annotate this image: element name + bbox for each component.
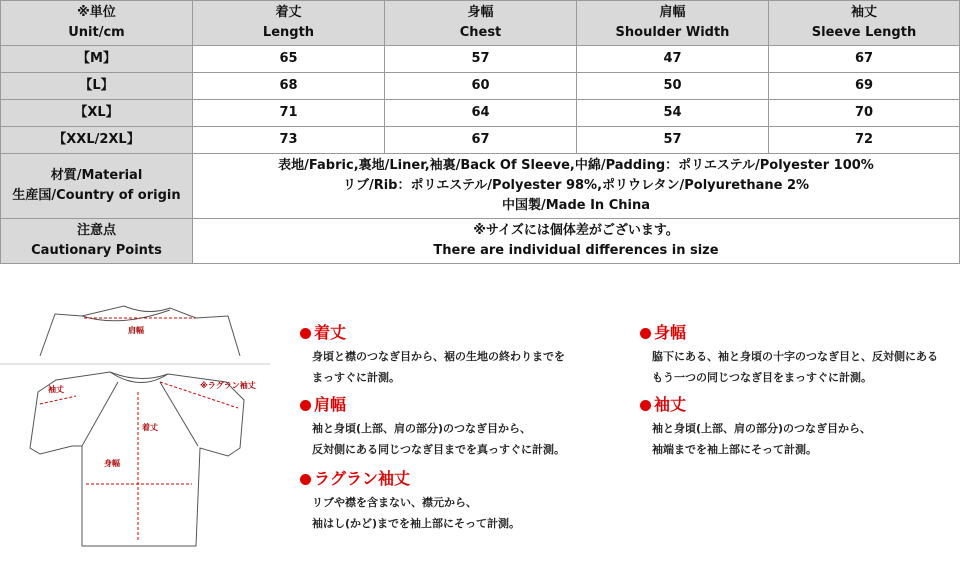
diagram-chest-label: 身幅 — [104, 459, 120, 468]
unit-label-ja: ※単位 — [77, 5, 116, 20]
length-header-cell — [193, 1, 385, 46]
shoulder-header-cell — [577, 1, 769, 46]
legend-chest-line-1: 脇下にある、袖と身頃の十字のつなぎ目と、反対側にある — [652, 350, 938, 363]
legend-length-line-1: 身頃と襟のつなぎ目から、裾の生地の終わりまでを — [312, 350, 565, 363]
body-view — [30, 372, 244, 546]
legend-shoulder — [300, 395, 565, 460]
shoulder-cell: 47 — [577, 46, 769, 73]
legend-shoulder-title: 肩幅 — [314, 395, 347, 414]
length-header-en: Length — [262, 25, 315, 40]
legend-sleeve-title: 袖丈 — [654, 395, 687, 414]
measurement-lines — [40, 318, 238, 542]
legend-sleeve-line-2: 袖端までを袖上部にそって計測。 — [652, 443, 817, 456]
sleeve-header-en: Sleeve Length — [811, 25, 917, 40]
bullet-icon — [640, 328, 651, 339]
size-cell: 【M】 — [1, 46, 193, 73]
chest-header-en: Chest — [459, 25, 502, 40]
sleeve-cell: 70 — [769, 100, 960, 127]
unit-header-cell — [1, 1, 193, 46]
length-header-ja: 着丈 — [275, 5, 302, 20]
table-row — [1, 100, 960, 127]
shoulder-cell: 54 — [577, 100, 769, 127]
sleeve-header-ja: 袖丈 — [850, 5, 877, 20]
caution-text-en: There are individual differences in size — [433, 243, 719, 258]
sleeve-cell: 69 — [769, 73, 960, 100]
sleeve-cell: 67 — [769, 46, 960, 73]
length-cell: 68 — [193, 73, 385, 100]
size-table — [0, 0, 960, 264]
legend-chest — [640, 323, 938, 388]
legend-length — [300, 323, 565, 388]
legend-raglan-line-2: 袖はし(かど)までを袖上部にそって計測。 — [312, 517, 521, 530]
legend-sleeve-line-1: 袖と身頃(上部、肩の部分)のつなぎ目から、 — [652, 422, 872, 435]
diagram-length-label: 着丈 — [142, 423, 158, 432]
caution-label-en: Cautionary Points — [31, 243, 162, 258]
legend-raglan-title: ラグラン袖丈 — [314, 469, 411, 488]
sleeve-cell: 72 — [769, 127, 960, 154]
bullet-icon — [640, 400, 651, 411]
bullet-icon — [300, 400, 311, 411]
origin-value: 中国製/Made In China — [501, 198, 650, 213]
material-line-fabric: 表地/Fabric,裏地/Liner,袖裏/Back Of Sleeve,中綿/Padding：ポリエステル/Polyester 100% — [278, 158, 874, 173]
chest-header-cell — [385, 1, 577, 46]
caution-row — [1, 219, 960, 264]
chest-cell: 64 — [385, 100, 577, 127]
shoulder-header-en: Shoulder Width — [615, 25, 730, 40]
material-label: 材質/Material — [50, 168, 143, 183]
bullet-icon — [300, 474, 311, 485]
table-header-row — [1, 1, 960, 46]
diagram-shoulder-label: 肩幅 — [128, 326, 144, 335]
size-cell: 【XL】 — [1, 100, 193, 127]
origin-label: 生産国/Country of origin — [12, 188, 181, 203]
caution-label-ja: 注意点 — [76, 223, 116, 238]
sleeve-header-cell — [769, 1, 960, 46]
legend-length-line-2: まっすぐに計測。 — [312, 371, 400, 384]
legend-chest-title: 身幅 — [654, 323, 687, 342]
chest-cell: 60 — [385, 73, 577, 100]
size-cell: 【XXL/2XL】 — [1, 127, 193, 154]
legend-sleeve — [640, 395, 871, 460]
material-row — [1, 154, 960, 219]
shoulder-cell: 50 — [577, 73, 769, 100]
caution-text-ja: ※サイズには個体差がございます。 — [473, 223, 679, 238]
garment-diagram — [0, 296, 270, 556]
legend-shoulder-line-2: 反対側にある同じつなぎ目までを真っすぐに計測。 — [312, 443, 565, 456]
table-row — [1, 73, 960, 100]
shoulder-cell: 57 — [577, 127, 769, 154]
chest-cell: 67 — [385, 127, 577, 154]
caution-label-cell — [1, 219, 193, 264]
legend-chest-line-2: もう一つの同じつなぎ目をまっすぐに計測。 — [652, 371, 872, 384]
bullet-icon — [300, 328, 311, 339]
legend-raglan-line-1: リブや襟を含まない、襟元から、 — [312, 496, 477, 509]
chest-cell: 57 — [385, 46, 577, 73]
length-cell: 65 — [193, 46, 385, 73]
table-row — [1, 127, 960, 154]
length-cell: 73 — [193, 127, 385, 154]
caution-value-cell — [193, 219, 960, 264]
length-cell: 71 — [193, 100, 385, 127]
material-value-cell — [193, 154, 960, 219]
legend-raglan — [300, 469, 520, 534]
diagram-raglan-label: ※ラグラン袖丈 — [200, 381, 256, 390]
table-row — [1, 46, 960, 73]
material-label-cell — [1, 154, 193, 219]
size-cell: 【L】 — [1, 73, 193, 100]
shoulder-header-ja: 肩幅 — [659, 5, 686, 20]
legend-shoulder-line-1: 袖と身頃(上部、肩の部分)のつなぎ目から、 — [312, 422, 532, 435]
legend-length-title: 着丈 — [314, 323, 347, 342]
chest-header-ja: 身幅 — [467, 5, 494, 20]
unit-label-en: Unit/cm — [68, 25, 125, 40]
diagram-sleeve-label: 袖丈 — [48, 385, 64, 394]
material-line-rib: リブ/Rib：ポリエステル/Polyester 98%,ポリウレタン/Polyurethane 2% — [342, 178, 810, 193]
